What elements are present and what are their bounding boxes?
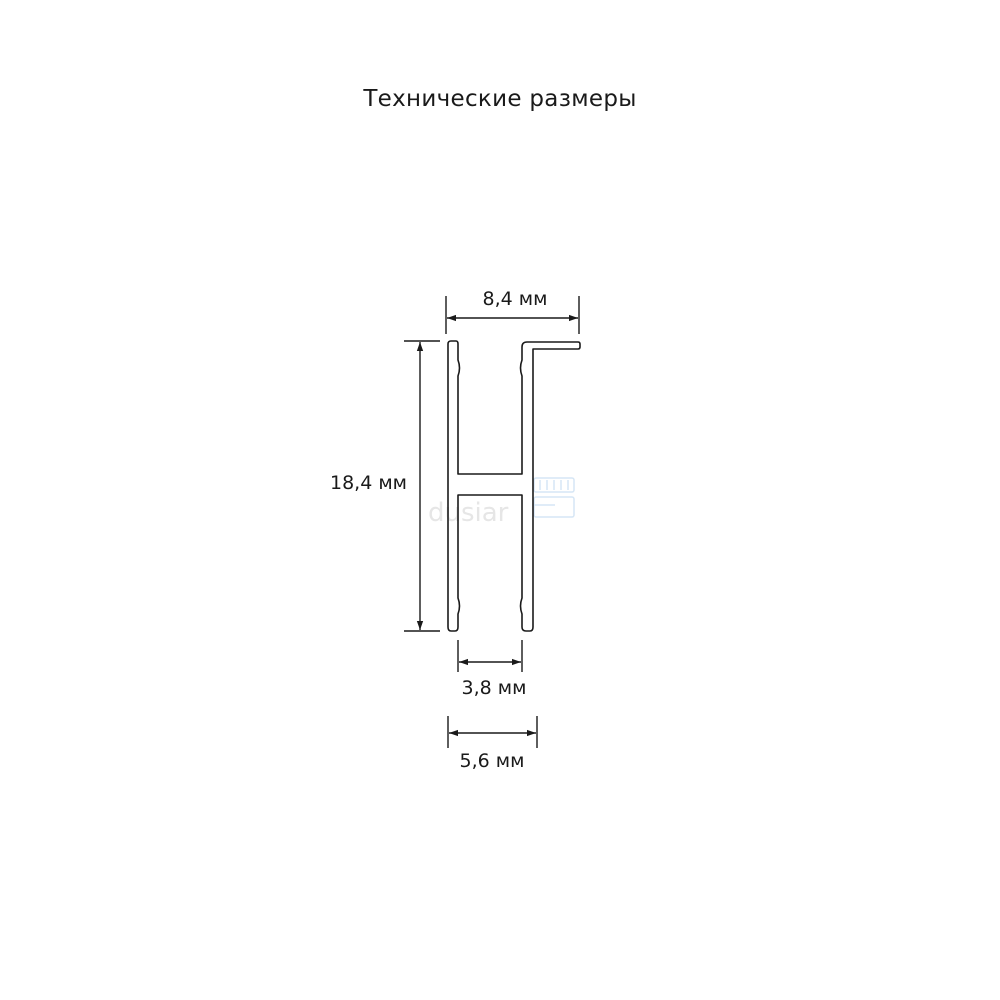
watermark-logo-icon bbox=[534, 478, 574, 517]
dimension-inner-width bbox=[458, 640, 526, 699]
dimension-label-inner-width: 3,8 мм bbox=[461, 677, 527, 699]
dimension-width-top bbox=[446, 288, 579, 334]
watermark-text: dusiar bbox=[428, 498, 509, 528]
page-title: Технические размеры bbox=[363, 86, 637, 112]
dimension-label-height: 18,4 мм bbox=[329, 472, 407, 494]
dimension-height bbox=[330, 341, 440, 631]
dimension-label-width-top: 8,4 мм bbox=[482, 288, 548, 310]
h-profile-outline bbox=[448, 341, 580, 631]
dimension-label-outer-width: 5,6 мм bbox=[459, 750, 525, 772]
dimension-outer-width bbox=[448, 716, 537, 772]
watermark bbox=[428, 478, 574, 528]
